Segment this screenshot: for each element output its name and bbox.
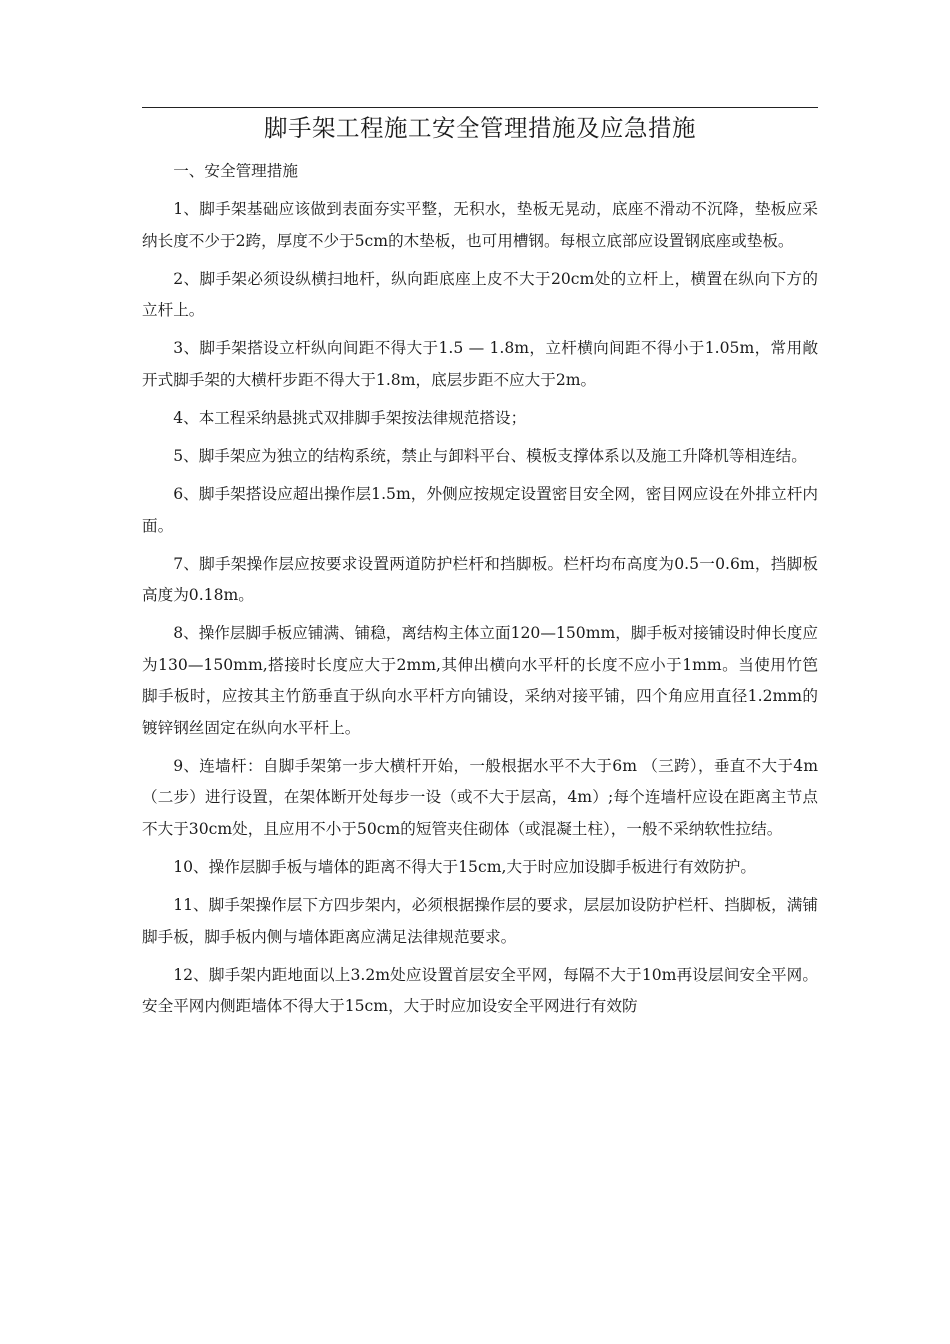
paragraph: 7、脚手架操作层应按要求设置两道防护栏杆和挡脚板。栏杆均布高度为0.5一0.6m，挡脚板高度为0.18m。 (142, 554, 818, 605)
paragraph: 1、脚手架基础应该做到表面夯实平整，无积水，垫板无晃动，底座不滑动不沉降，垫板应采纳长度不少于2跨，厚度不少于5cm的木垫板，也可用槽钢。每根立底部应设置钢底座或垫板。 (142, 200, 818, 250)
document-body (142, 156, 818, 1029)
section-heading: 一、安全管理措施 (173, 162, 298, 180)
paragraph: 4、本工程采纳悬挑式双排脚手架按法律规范搭设； (173, 408, 527, 427)
paragraph: 12、脚手架内距地面以上3.2m处应设置首层安全平网，每隔不大于10m再设层间安全平网。安全平网内侧距墙体不得大于15cm，大于时应加设安全平网进行有效防 (142, 965, 818, 1016)
paragraph: 11、脚手架操作层下方四步架内，必须根据操作层的要求，层层加设防护栏杆、挡脚板，满铺脚手板，脚手板内侧与墙体距离应满足法律规范要求。 (142, 896, 818, 946)
header-rule (142, 107, 818, 108)
paragraph: 9、连墙杆：自脚手架第一步大横杆开始，一般根据水平不大于6m （三跨），垂直不大于4m（二步）进行设置，在架体断开处每步一设（或不大于层高，4m）;每个连墙杆应设在距离主节点不大于30cm处，且应用不小于50cm的短管夹住砌体（或混凝土柱），一般不采纳软性拉结。 (142, 756, 818, 838)
paragraph: 10、操作层脚手板与墙体的距离不得大于15cm,大于时应加设脚手板进行有效防护。 (173, 857, 756, 876)
paragraph: 5、脚手架应为独立的结构系统，禁止与卸料平台、模板支撑体系以及施工升降机等相连结。 (173, 446, 807, 465)
paragraph: 3、脚手架搭设立杆纵向间距不得大于1.5 — 1.8m，立杆横向间距不得小于1.05m，常用敞开式脚手架的大横杆步距不得大于1.8m，底层步距不应大于2m。 (142, 339, 818, 389)
paragraph: 2、脚手架必须设纵横扫地杆，纵向距底座上皮不大于20cm处的立杆上，横置在纵向下方的立杆上。 (142, 269, 818, 320)
paragraph: 8、操作层脚手板应铺满、铺稳，离结构主体立面120—150mm，脚手板对接铺设时伸长度应为130—150mm,搭接时长度应大于2mm,其伸出横向水平杆的长度不应小于1mm。当使用竹笆脚手板时，应按其主竹筋垂直于纵向水平杆方向铺设，采纳对接平铺，四个角应用直径1.2mm的镀锌钢丝固定在纵向水平杆上。 (142, 624, 818, 737)
document-title: 脚手架工程施工安全管理措施及应急措施 (264, 114, 696, 142)
paragraph: 6、脚手架搭设应超出操作层1.5m，外侧应按规定设置密目安全网，密目网应设在外排立杆内面。 (142, 485, 818, 535)
